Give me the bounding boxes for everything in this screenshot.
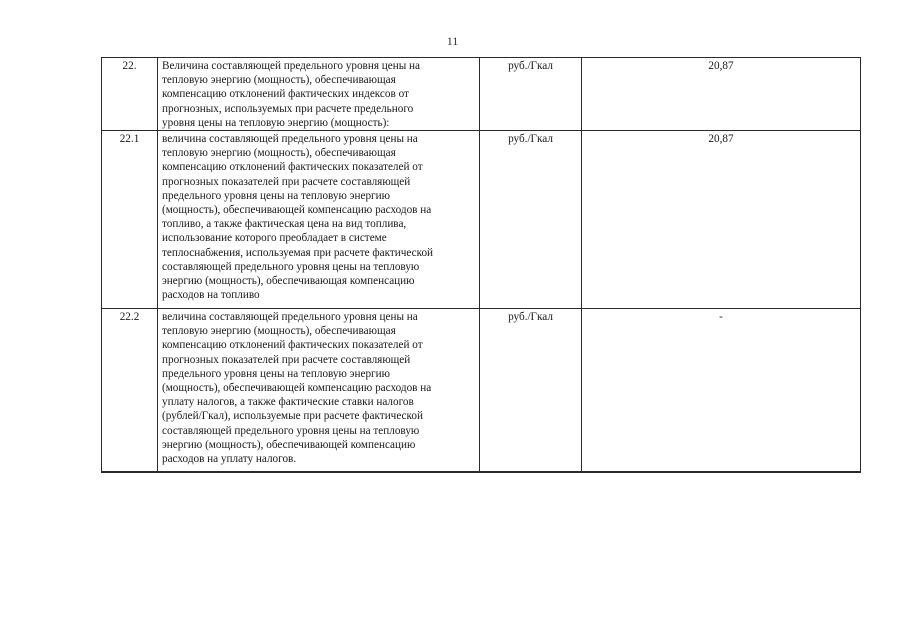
- description-line: топливо, а также фактическая цена на вид топлива,: [162, 218, 407, 231]
- description-line: энергию (мощность), обеспечивающей компенсацию: [162, 438, 416, 451]
- table-row: [102, 58, 861, 131]
- description-line: расходов на уплату налогов.: [162, 453, 297, 466]
- row-value: 20,87: [582, 131, 861, 309]
- description-line: теплоснабжения, используемая при расчете фактической: [162, 246, 434, 259]
- row-number: 22.: [102, 58, 158, 131]
- row-value: 20,87: [582, 58, 861, 131]
- description-line: тепловую энергию (мощность), обеспечивающая: [162, 74, 396, 87]
- description-line: (мощность), обеспечивающей компенсацию расходов на: [162, 204, 432, 217]
- row-description: [158, 309, 480, 472]
- page-number: 11: [446, 34, 459, 48]
- indicator-table: [101, 57, 861, 473]
- row-value: -: [582, 309, 861, 472]
- description-line: тепловую энергию (мощность), обеспечивающая: [162, 147, 396, 160]
- row-unit: руб./Гкал: [480, 309, 582, 472]
- description-line: тепловую энергию (мощность), обеспечивающая: [162, 325, 396, 338]
- description-line: предельного уровня цены на тепловую энергию: [162, 189, 390, 202]
- row-unit: руб./Гкал: [480, 131, 582, 309]
- table-row: [102, 309, 861, 472]
- row-description: [158, 58, 480, 131]
- description-line: компенсацию отклонений фактических показателей от: [162, 161, 423, 174]
- description-line: Величина составляющей предельного уровня цены на: [162, 60, 420, 72]
- description-line: прогнозных показателей при расчете составляющей: [162, 175, 411, 188]
- description-line: уровня цены на тепловую энергию (мощность):: [162, 116, 390, 129]
- description-line: компенсацию отклонений фактических индексов от: [162, 88, 409, 101]
- row-number: 22.2: [102, 309, 158, 472]
- description-line: (мощность), обеспечивающей компенсацию расходов на: [162, 382, 432, 395]
- description-line: составляющей предельного уровня цены на тепловую: [162, 260, 420, 273]
- description-line: прогнозных показателей при расчете составляющей: [162, 353, 411, 366]
- description-line: величина составляющей предельного уровня цены на: [162, 311, 418, 324]
- description-line: уплату налогов, а также фактические ставки налогов: [162, 396, 414, 409]
- description-line: расходов на топливо: [162, 289, 260, 302]
- description-line: величина составляющей предельного уровня цены на: [162, 133, 418, 146]
- description-line: (рублей/Гкал), используемые при расчете фактической: [162, 410, 423, 423]
- row-description: [158, 131, 480, 309]
- description-line: предельного уровня цены на тепловую энергию: [162, 367, 390, 380]
- table-row: [102, 131, 861, 309]
- description-line: составляющей предельного уровня цены на тепловую: [162, 424, 420, 437]
- description-line: энергию (мощность), обеспечивающая компенсацию: [162, 275, 415, 288]
- description-line: компенсацию отклонений фактических показателей от: [162, 339, 423, 352]
- description-line: использование которого преобладает в системе: [162, 232, 387, 245]
- description-line: прогнозных, используемых при расчете предельного: [162, 102, 414, 115]
- row-number: 22.1: [102, 131, 158, 309]
- row-unit: руб./Гкал: [480, 58, 582, 131]
